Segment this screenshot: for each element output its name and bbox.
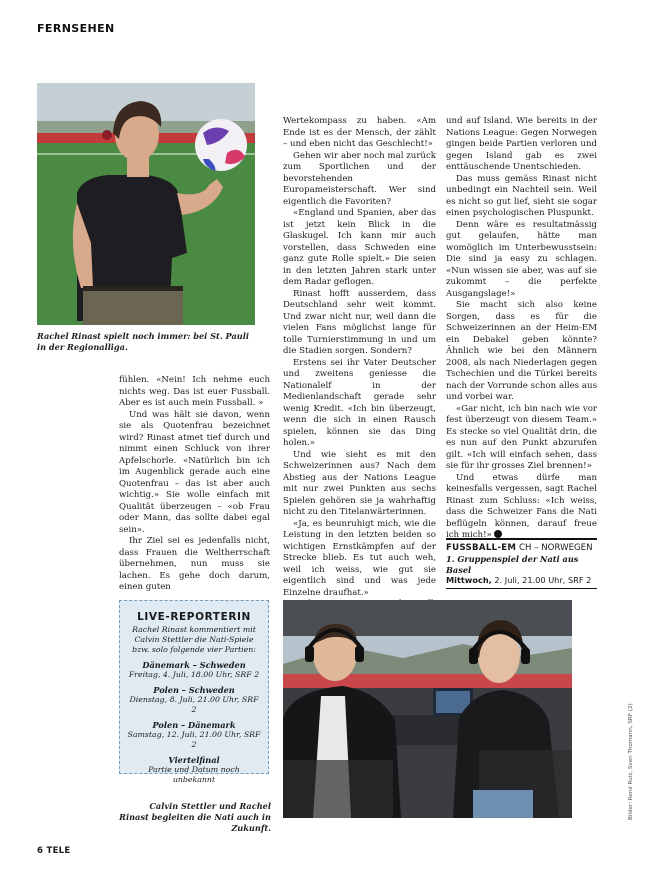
match-title: Viertelfinal bbox=[168, 755, 220, 765]
match-info: Partie und Datum noch unbekannt bbox=[148, 765, 240, 784]
photo-caption-2: Calvin Stettler und Rachel Rinast begleiten die Nati auch in Zukunft. bbox=[119, 801, 271, 833]
paragraph: Erstens sei ihr Vater Deutscher und zweitens geniesse die Nationalelf in der Medienlandschaft gerade sehr wenig Kredit. «Ich bin überzeugt, wenn die sich in einen Rausch spielen, können sie das Ding holen.» bbox=[283, 357, 436, 448]
match-title: Polen – Schweden bbox=[153, 685, 235, 695]
paragraph: Und wie sieht es mit den Schweizerinnen aus? Nach dem Abstieg aus der Nations League mit nur zwei Punkten aus sechs Spielen gehören sie ja wahrhaftig nicht zu den Titelanwärterinnen. bbox=[283, 449, 436, 517]
match-info: Dienstag, 8. Juli, 21.00 Uhr, SRF 2 bbox=[129, 695, 259, 714]
paragraph: Gehen wir aber noch mal zurück zum Sportlichen und der bevorstehenden Europameisterschaft. Wer sind eigentlich die Favoriten? bbox=[283, 150, 436, 207]
live-reporter-intro: Rachel Rinast kommentiert mit Calvin Stettler die Nati-Spiele bzw. solo folgende vier Partien: bbox=[132, 625, 256, 654]
article-column-2 bbox=[283, 116, 436, 622]
match-item bbox=[126, 720, 262, 750]
match-item bbox=[126, 660, 262, 680]
tv-listing-match: CH – NORWEGEN bbox=[519, 543, 593, 553]
end-mark-icon bbox=[494, 530, 502, 538]
paragraph: und auf Island. Wie bereits in der Nations League: Gegen Norwegen gingen beide Partien verloren und gegen Island gab es zwei enttäuschende Unentschieden. bbox=[446, 116, 597, 172]
paragraph: Wertekompass zu haben. «Am Ende ist es der Mensch, der zählt – und eben nicht das Geschlecht!» bbox=[283, 116, 436, 149]
match-item bbox=[126, 685, 262, 715]
rachel-rinast-photo bbox=[37, 83, 255, 325]
tv-listing-time-row bbox=[446, 575, 597, 586]
article-column-1 bbox=[119, 375, 270, 594]
paragraph: Sie macht sich also keine Sorgen, dass es für die Schweizerinnen an der Heim-EM ein Debakel geben könnte? Ähnlich wie bei den Männern 2008, als nach Niederlagen gegen Tschechien und die Türkei bereits nach der Vorrunde schon alles aus und vorbei war. bbox=[446, 300, 597, 402]
paragraph: Denn wäre es resultatmässig gut gelaufen, hätte man womöglich im Unterbewusstsein: Die sind ja easy zu schlagen. «Nun wissen sie aber, was auf sie zukommt – die perfekte Ausgangslage!» bbox=[446, 219, 597, 299]
paragraph bbox=[446, 473, 597, 542]
paragraph: Rinast hofft ausserdem, dass Deutschland sehr weit kommt. Und zwar nicht nur, weil dann die vielen Fans möglichst lange für tolle Turnierstimmung in und um die Stadien sorgen. Sondern? bbox=[283, 288, 436, 356]
commentators-photo bbox=[283, 600, 572, 818]
paragraph: «Gar nicht, ich bin nach wie vor fest überzeugt von diesem Team.» Es stecke so viel Qualität drin, die es nun auf den Punkt abzurufen gilt. «Ich will einfach sehen, dass sie für ihr grosses Ziel brennen!» bbox=[446, 403, 597, 471]
paragraph: fühlen. «Nein! Ich nehme euch nichts weg. Das ist euer Fussball. Aber es ist auch mein Fussball. » bbox=[119, 375, 270, 408]
paragraph: «Ja, es beunruhigt mich, wie die Leistung in den letzten beiden so wichtigen Ernstkämpfen auf der Strecke blieb. Es tut auch weh, weil ich weiss, wie gut sie eigentlich sind und was jede Einzelne draufhat.» bbox=[283, 518, 436, 598]
tv-listing-box bbox=[446, 538, 597, 589]
tv-listing-header bbox=[446, 543, 597, 554]
tv-listing-label: FUSSBALL-EM bbox=[446, 543, 517, 553]
paragraph-text: Und etwas dürfe man keinesfalls vergessen, sagt Rachel Rinast zum Schluss: «Ich weiss, dass die Schweizer Fans die Nati beflügeln können, darauf freue ich mich!» bbox=[446, 472, 597, 540]
match-info: Samstag, 12. Juli, 21.00 Uhr, SRF 2 bbox=[127, 730, 261, 749]
article-column-3 bbox=[446, 116, 597, 542]
section-label: FERNSEHEN bbox=[37, 22, 115, 35]
photo-credit: Bilder: René Ruis, Sven Thomann, SRF (2) bbox=[628, 703, 634, 820]
match-title: Dänemark – Schweden bbox=[142, 660, 246, 670]
photo-caption-1: Rachel Rinast spielt noch immer: bei St. Pauli in der Regionalliga. bbox=[37, 331, 249, 352]
page-folio: 6 TELE bbox=[37, 846, 71, 856]
match-info: Freitag, 4. Juli, 18.00 Uhr, SRF 2 bbox=[128, 670, 260, 679]
match-item bbox=[126, 755, 262, 785]
live-reporter-title: LIVE-REPORTERIN bbox=[137, 611, 251, 623]
paragraph: Ihr Ziel sei es jedenfalls nicht, dass Frauen die Weltherrschaft übernehmen, nun muss sie lachen. Es gehe doch darum, einen guten bbox=[119, 536, 270, 592]
tv-listing-day: Mittwoch, bbox=[446, 575, 492, 585]
match-title: Polen – Dänemark bbox=[152, 720, 236, 730]
paragraph: Das muss gemäss Rinast nicht unbedingt ein Nachteil sein. Weil es nicht so gut lief, sieht sie sogar einen psychologischen Pluspunkt. bbox=[446, 173, 597, 218]
tv-listing-time: 2. Juli, 21.00 Uhr, SRF 2 bbox=[494, 575, 592, 585]
paragraph: «England und Spanien, aber das ist jetzt kein Blick in die Glaskugel. Ich kann mir auch vorstellen, dass Schweden eine ganz gute Rolle spielt.» Die seien in den letzten Jahren stark unter dem Radar geflogen. bbox=[283, 208, 436, 287]
live-reporter-box bbox=[119, 600, 269, 784]
paragraph: Und was hält sie davon, wenn sie als Quotenfrau bezeichnet wird? Rinast atmet tief durch und nimmt einen Schluck von ihrer Apfelschorle. «Natürlich bin ich im Augenblick gerade auch eine Quotenfrau – das ist aber auch wichtig.» Sie wolle einfach mit Qualität überzeugen – «ob Frau oder Mann, das sollte dabei egal sein». bbox=[119, 409, 270, 535]
tv-listing-subtitle: 1. Gruppenspiel der Nati aus Basel bbox=[446, 554, 579, 575]
